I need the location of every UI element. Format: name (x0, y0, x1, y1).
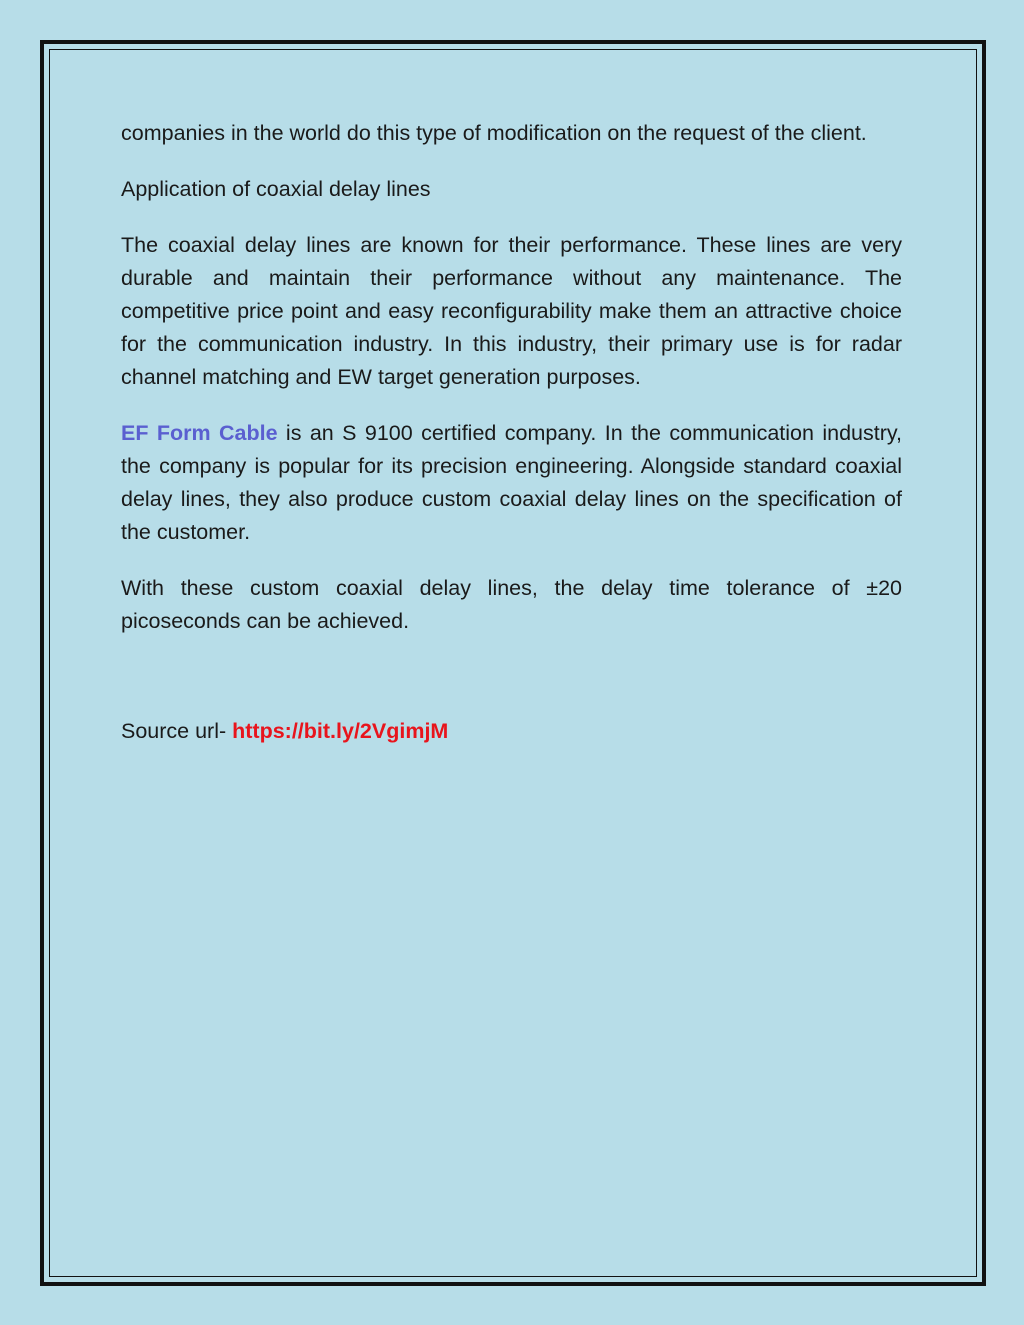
source-label: Source url- (121, 719, 233, 743)
spacer (121, 661, 902, 715)
paragraph-1: companies in the world do this type of modification on the request of the client. (121, 121, 867, 145)
paragraph-4: With these custom coaxial delay lines, the delay time tolerance of ±20 picoseconds can be achieved. (121, 576, 902, 633)
document-body (121, 117, 902, 771)
paragraph-3 (121, 417, 902, 549)
source-url-link[interactable]: https://bit.ly/2VgimjM (232, 719, 449, 743)
source-line (121, 715, 902, 748)
paragraph-3-text: is an S 9100 certified company. In the communication industry, the company is popular for its precision engineering. Alongside standard coaxial delay lines, they also produce custom coaxial delay lines on the specification of the customer. (121, 421, 902, 544)
ef-form-cable-link[interactable]: EF Form Cable (121, 421, 278, 445)
paragraph-2: The coaxial delay lines are known for their performance. These lines are very durable and maintain their performance without any maintenance. The competitive price point and easy reconfigurability make them an attractive choice for the communication industry. In this industry, their primary use is for radar channel matching and EW target generation purposes. (121, 233, 902, 389)
section-heading: Application of coaxial delay lines (121, 177, 431, 201)
